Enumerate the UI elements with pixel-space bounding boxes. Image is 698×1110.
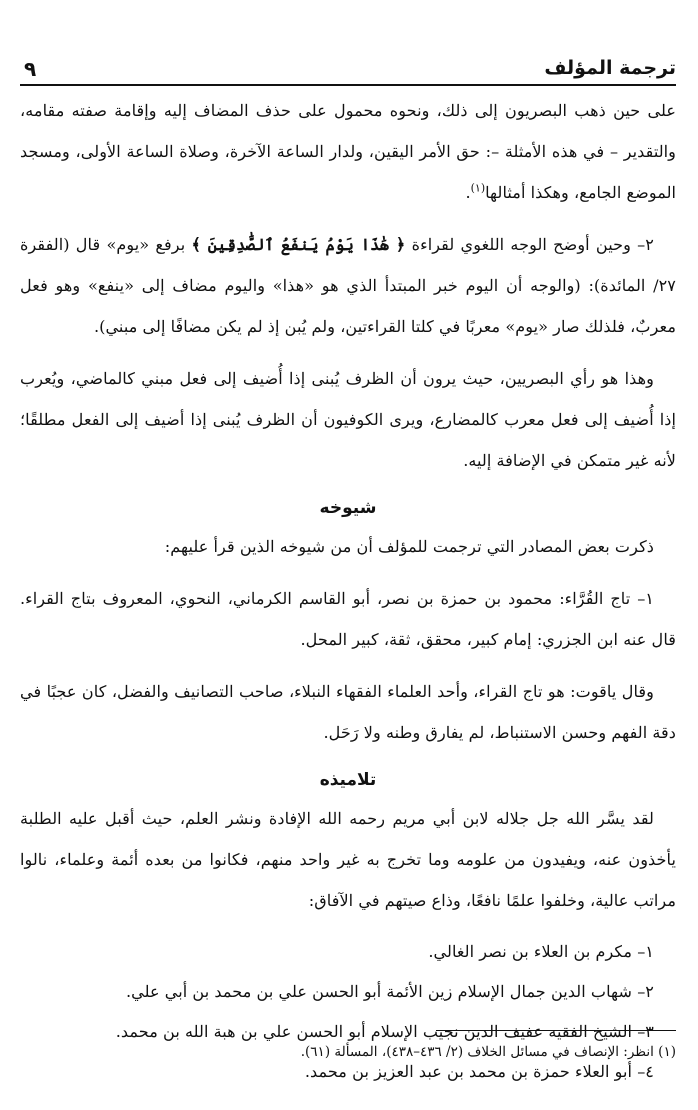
paragraph-text: ٢– وحين أوضح الوجه اللغوي لقراءة (411, 235, 654, 254)
paragraph-yaqut-quote: وقال ياقوت: هو تاج القراء، وأحد العلماء الفقهاء النبلاء، صاحب التصانيف والفضل، كان عجبًا في دقة الفهم وحسن الاستنباط، لم يفارق وطنه ولا رَحَل. (20, 682, 676, 742)
section-heading-sheikhs: شيوخه (319, 498, 377, 518)
list-item: ١– مكرم بن العلاء بن نصر الغالي. (428, 942, 654, 961)
paragraph-basrans-view: على حين ذهب البصريون إلى ذلك، ونحوه محمول على حذف المضاف إليه وإقامة صفته مقامه، والتقدير – في هذه الأمثلة –: حق الأمر اليقين، ولدار الساعة الآخرة، وصلاة الساعة الأولى، ومسجد الموضع الجامع، وهكذا أمثالها$^{(١)}$. (20, 101, 676, 202)
list-item: ٢– شهاب الدين جمال الإسلام زين الأئمة أبو الحسن علي بن محمد بن أبي علي. (125, 982, 654, 1001)
list-item: ٣– الشيخ الفقيه عفيف الدين نجيب الإسلام أبو الحسن علي بن هبة الله بن محمد. (115, 1022, 654, 1041)
list-item: ٤– أبو العلاء حمزة بن محمد بن عبد العزيز بن محمد. (304, 1062, 654, 1081)
paragraph-students-intro: لقد يسَّر الله جل جلاله لابن أبي مريم رحمه الله الإفادة ونشر العلم، حيث أقبل عليه الطلبة يأخذون عنه، ويفيدون من علومه وما تخرج به غير واحد منهم، فكانوا من بعده أئمة وعلماء، نالوا مراتب عالية، وخلفوا علمًا نافعًا، وذاع صيتهم في الآفاق: (20, 809, 676, 910)
students-list (20, 932, 676, 1092)
page-header (20, 48, 676, 86)
page-body (20, 90, 676, 1092)
paragraph-quran-reading (20, 224, 676, 347)
page-number: ٩ (24, 57, 37, 81)
footnote-divider (436, 1030, 676, 1031)
section-heading-students: تلاميذه (319, 770, 377, 790)
footnote-marker: (١) (470, 181, 486, 195)
running-title: ترجمة المؤلف (544, 57, 676, 79)
paragraph-sheikhs-intro: ذكرت بعض المصادر التي ترجمت للمؤلف أن من شيوخه الذين قرأ عليهم: (164, 537, 654, 556)
footnote: (١) انظر: الإنصاف في مسائل الخلاف (٢/ ٤٣٦–٤٣٨)، المسألة (٦١). (300, 1044, 676, 1060)
paragraph-sheikh-taj-alqurra: ١– تاج القُرَّاء: محمود بن حمزة بن نصر، أبو القاسم الكرماني، النحوي، المعروف بتاج القراء. قال عنه ابن الجزري: إمام كبير، محقق، ثقة، كبير المحل. (20, 589, 676, 649)
quran-verse: ﴿ هَٰذَا يَوْمُ يَنفَعُ ٱلصَّٰدِقِينَ ﴾ (191, 235, 406, 254)
paragraph-text: على حين ذهب البصريون إلى ذلك، ونحوه محمول على حذف المضاف إليه وإقامة صفته مقامه، والتقدير – في هذه الأمثلة –: حق الأمر اليقين، ولدار الساعة الآخرة، وصلاة الساعة الأولى، ومسجد الموضع الجامع، وهكذا أمثالها (20, 101, 676, 202)
paragraph-adverb-rule: وهذا هو رأي البصريين، حيث يرون أن الظرف يُبنى إذا أُضيف إلى فعل مبني كالماضي، ويُعرب إذا أُضيف إلى فعل معرب كالمضارع، ويرى الكوفيون أن الظرف يُبنى إذا أضيف إلى الفعل مطلقًا؛ لأنه غير متمكن في الإضافة إليه. (20, 369, 676, 470)
paragraph-text: برفع «يوم» قال (الفقرة ٢٧/ المائدة): (والوجه أن اليوم خبر المبتدأ الذي هو «هذا» واليوم مضاف إلى «ينفع» وهو فعل معربٌ، فلذلك صار «يوم» معربًا في كلتا القراءتين، ولم يُبن إذ لم يكن مضافًا إلى مبني). (20, 235, 676, 336)
